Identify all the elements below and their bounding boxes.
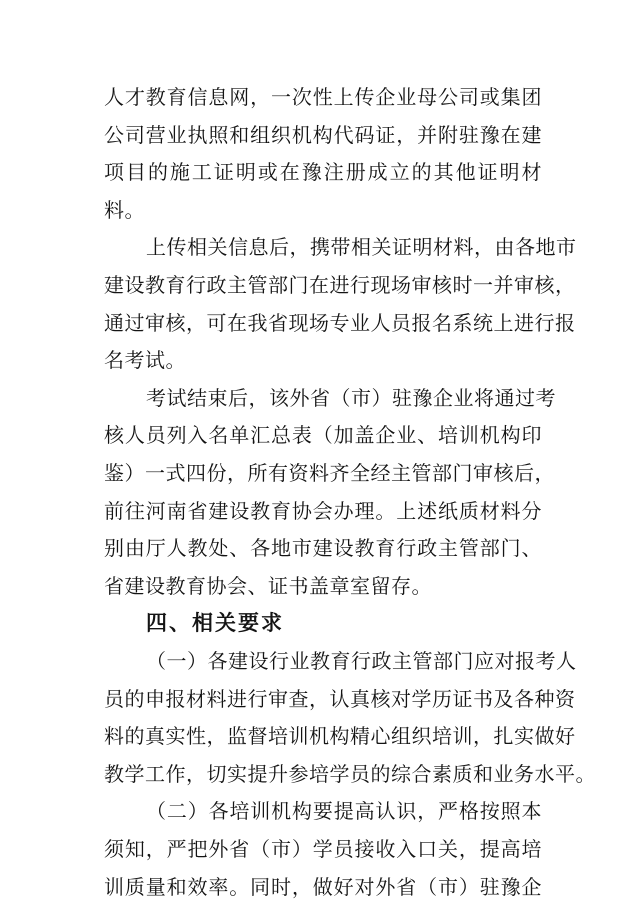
paragraph-3-line-4: 前往河南省建设教育协会办理。上述纸质材料分: [104, 499, 542, 523]
paragraph-2-line-2: 建设教育行政主管部门在进行现场审核时一并审核，: [104, 273, 576, 297]
paragraph-3-line-5: 别由厅人教处、各地市建设教育行政主管部门、: [104, 536, 542, 560]
paragraph-4-line-3: 料的真实性，监督培训机构精心组织培训，扎实做好: [104, 724, 576, 748]
paragraph-4-line-1: （一）各建设行业教育行政主管部门应对报考人: [146, 649, 577, 673]
paragraph-2-line-4: 名考试。: [104, 348, 186, 372]
paragraph-5-line-3: 训质量和效率。同时，做好对外省（市）驻豫企: [104, 875, 542, 899]
paragraph-3-line-2: 核人员列入名单汇总表（加盖企业、培训机构印: [104, 423, 542, 447]
paragraph-1-line-4: 料。: [104, 198, 145, 222]
paragraph-5-line-1: （二）各培训机构要提高认识，严格按照本: [146, 799, 542, 823]
paragraph-2-line-3: 通过审核，可在我省现场专业人员报名系统上进行报: [104, 311, 576, 335]
paragraph-1-line-3: 项目的施工证明或在豫注册成立的其他证明材: [104, 160, 542, 184]
section-heading: 四、相关要求: [146, 611, 284, 635]
paragraph-1-line-1: 人才教育信息网，一次性上传企业母公司或集团: [104, 85, 542, 109]
paragraph-3-line-6: 省建设教育协会、证书盖章室留存。: [104, 574, 432, 598]
paragraph-4-line-4: 教学工作，切实提升参培学员的综合素质和业务水平。: [104, 762, 596, 786]
paragraph-1-line-2: 公司营业执照和组织机构代码证，并附驻豫在建: [104, 123, 542, 147]
paragraph-2-line-1: 上传相关信息后，携带相关证明材料，由各地市: [146, 235, 577, 259]
paragraph-3-line-3: 鉴）一式四份，所有资料齐全经主管部门审核后，: [104, 461, 555, 485]
paragraph-3-line-1: 考试结束后，该外省（市）驻豫企业将通过考: [146, 386, 556, 410]
paragraph-5-line-2: 须知，严把外省（市）学员接收入口关，提高培: [104, 837, 542, 861]
paragraph-4-line-2: 员的申报材料进行审查，认真核对学历证书及各种资: [104, 687, 576, 711]
